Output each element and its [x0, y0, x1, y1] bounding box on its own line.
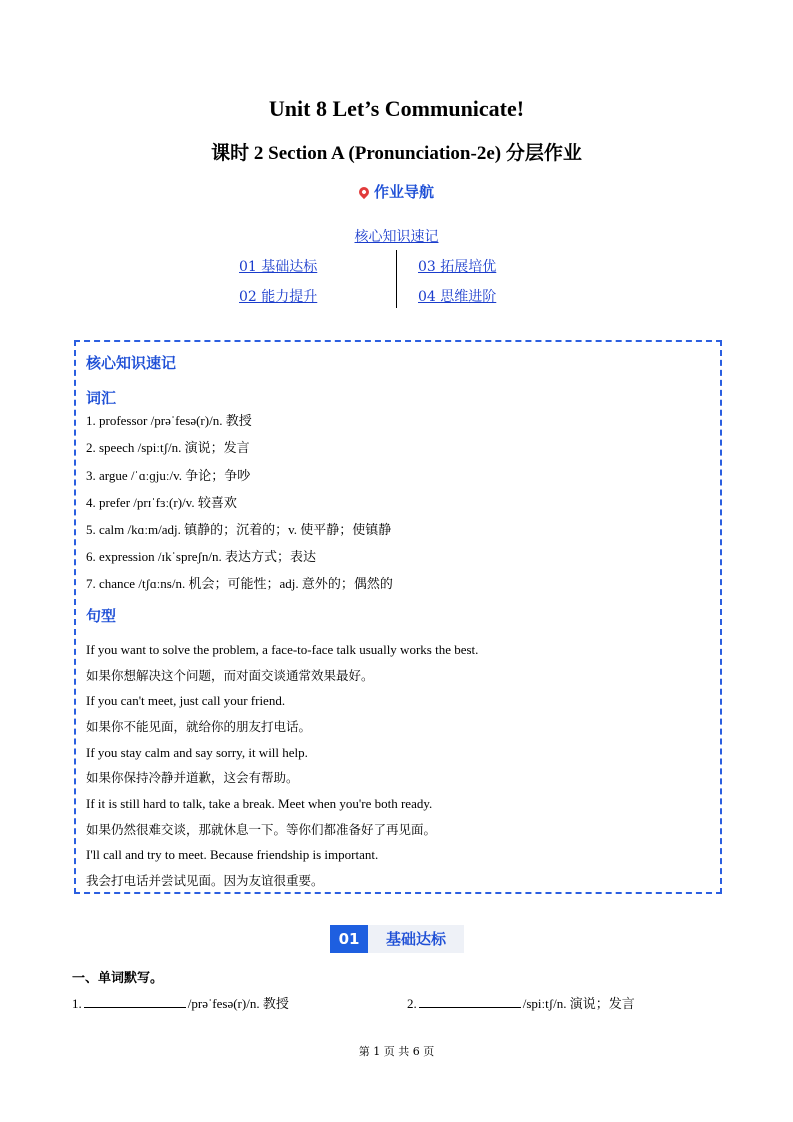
section-badge-number: 01: [330, 925, 368, 953]
vocab-item: 6. expression /ɪkˈspreʃn/n. 表达方式；表达: [86, 549, 317, 564]
location-pin-icon: [357, 185, 371, 199]
sentence-cn: 如果你不能见面，就给你的朋友打电话。: [86, 719, 312, 734]
nav-link-basic[interactable]: 01 基础达标: [239, 259, 318, 275]
sentence-cn: 我会打电话并尝试见面。因为友谊很重要。: [86, 873, 324, 888]
vocab-item: 1. professor /prəˈfesə(r)/n. 教授: [86, 413, 252, 428]
knowledge-heading: 核心知识速记: [86, 354, 177, 372]
answer-blank[interactable]: [84, 995, 186, 1008]
answer-blank[interactable]: [419, 995, 521, 1008]
vocab-item: 7. chance /tʃɑːns/n. 机会；可能性；adj. 意外的；偶然的: [86, 576, 393, 591]
sentence-cn: 如果你想解决这个问题，而对面交谈通常效果最好。: [86, 668, 374, 683]
nav-link-ability[interactable]: 02 能力提升: [239, 289, 318, 305]
vocab-item: 4. prefer /prɪˈfɜː(r)/v. 较喜欢: [86, 495, 237, 510]
question-1: [72, 993, 289, 1012]
question-number: 2.: [407, 996, 417, 1011]
question-text: /spiːtʃ/n. 演说；发言: [522, 996, 635, 1011]
exercise-heading: 一、单词默写。: [72, 971, 164, 986]
vocab-item: 2. speech /spiːtʃ/n. 演说；发言: [86, 440, 250, 455]
nav-link-core-knowledge[interactable]: 核心知识速记: [354, 229, 439, 245]
page-footer: 第 1 页 共 6 页: [358, 1045, 435, 1058]
sentence-en: If it is still hard to talk, take a break. Meet when you're both ready.: [86, 796, 433, 811]
question-number: 1.: [72, 996, 82, 1011]
question-text: /prəˈfesə(r)/n. 教授: [187, 996, 289, 1011]
document-subtitle: 课时 2 Section A (Pronunciation-2e) 分层作业: [211, 143, 582, 164]
vocab-heading: 词汇: [86, 389, 117, 407]
nav-link-extension[interactable]: 03 拓展培优: [418, 259, 497, 275]
nav-divider: [396, 250, 397, 308]
nav-heading-label: 作业导航: [373, 183, 434, 201]
document-title: Unit 8 Let’s Communicate!: [268, 96, 525, 121]
sentence-cn: 如果仍然很难交谈，那就休息一下。等你们都准备好了再见面。: [86, 822, 437, 837]
sentence-en: If you can't meet, just call your friend.: [86, 693, 286, 708]
sentence-heading: 句型: [86, 607, 117, 625]
sentence-en: If you want to solve the problem, a face-to-face talk usually works the best.: [86, 642, 479, 657]
vocab-item: 3. argue /ˈɑːɡjuː/v. 争论；争吵: [86, 468, 251, 483]
section-badge: [330, 925, 464, 953]
nav-heading: [0, 181, 793, 202]
sentence-en: I'll call and try to meet. Because friendship is important.: [86, 847, 379, 862]
question-2: [407, 993, 635, 1012]
nav-link-thinking[interactable]: 04 思维进阶: [418, 289, 497, 305]
section-badge-label: 基础达标: [368, 925, 464, 953]
sentence-en: If you stay calm and say sorry, it will help.: [86, 745, 308, 760]
sentence-cn: 如果你保持冷静并道歉，这会有帮助。: [86, 770, 299, 785]
vocab-item: 5. calm /kɑːm/adj. 镇静的；沉着的；v. 使平静；使镇静: [86, 522, 392, 537]
